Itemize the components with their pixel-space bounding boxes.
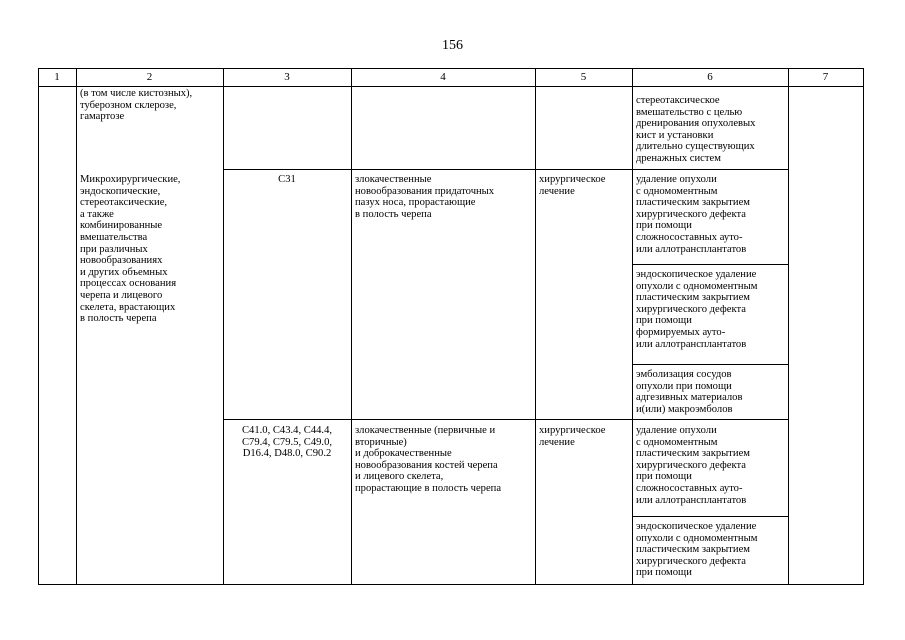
group-a-codes: С31 <box>278 174 296 185</box>
col-border-3 <box>351 68 352 585</box>
header-bottom-border <box>38 86 864 87</box>
col-border-1 <box>76 68 77 585</box>
table-bottom-border <box>38 584 864 585</box>
col-border-2 <box>223 68 224 585</box>
group-b-diagnosis: злокачественные (первичные и вторичные) и доброкачественные новообразования костей черепа и лицевого скелета, прорастающие в полость черепа <box>355 425 502 494</box>
page-number: 156 <box>442 38 463 53</box>
group-a-treatment-type: хирургическое лечение <box>539 174 606 197</box>
column-header-6: 6 <box>707 71 713 83</box>
method-divider-b1 <box>632 516 788 517</box>
row-divider-1 <box>223 169 788 170</box>
col-border-4 <box>535 68 536 585</box>
col-border-7 <box>863 68 864 585</box>
method-divider-a1 <box>632 264 788 265</box>
column-header-4: 4 <box>440 71 446 83</box>
group-b-treatment-type: хирургическое лечение <box>539 425 606 448</box>
col-border-6 <box>788 68 789 585</box>
column-header-1: 1 <box>54 71 60 83</box>
column-header-3: 3 <box>284 71 290 83</box>
table-top-border <box>38 68 864 69</box>
col-border-5 <box>632 68 633 585</box>
method-divider-a2 <box>632 364 788 365</box>
continued-col6-text: стереотаксическое вмешательство с целью дренирования опухолевых кист и установки длительно существующих дренажных систем <box>636 95 756 164</box>
column-header-5: 5 <box>580 71 587 83</box>
group-b-method-2: эндоскопическое удаление опухоли с одномоментным пластическим закрытием хирургического дефекта при помощи <box>636 521 758 579</box>
group-a-diagnosis: злокачественные новообразования придаточных пазух носа, прорастающие в полость черепа <box>355 174 495 220</box>
group-a-method-1: удаление опухоли с одномоментным пластическим закрытием хирургического дефекта при помощи сложносоставных ауто- или аллотрансплантатов <box>636 174 750 255</box>
column-header-2: 2 <box>146 71 153 83</box>
group-a-method-2: эндоскопическое удаление опухоли с одномоментным пластическим закрытием хирургического дефекта при помощи формируемых ауто- или аллотрансплантатов <box>636 269 758 350</box>
section-description: Микрохирургические, эндоскопические, стереотаксические, а также комбинированные вмешательства при различных новообразованиях и других объемных процессах основания черепа и лицевого скелета, врастающих в полость черепа <box>80 174 181 325</box>
continued-col2-text: (в том числе кистозных), туберозном склерозе, гамартозе <box>80 88 193 123</box>
group-b-codes: C41.0, C43.4, C44.4, C79.4, C79.5, C49.0, D16.4, D48.0, C90.2 <box>241 425 333 460</box>
col-border-0 <box>38 68 39 585</box>
row-divider-2 <box>223 419 788 420</box>
group-b-method-1: удаление опухоли с одномоментным пластическим закрытием хирургического дефекта при помощи сложносоставных ауто- или аллотрансплантатов <box>636 425 750 506</box>
group-a-method-3: эмболизация сосудов опухоли при помощи адгезивных материалов и(или) макроэмболов <box>636 369 743 415</box>
column-header-7: 7 <box>822 71 829 83</box>
